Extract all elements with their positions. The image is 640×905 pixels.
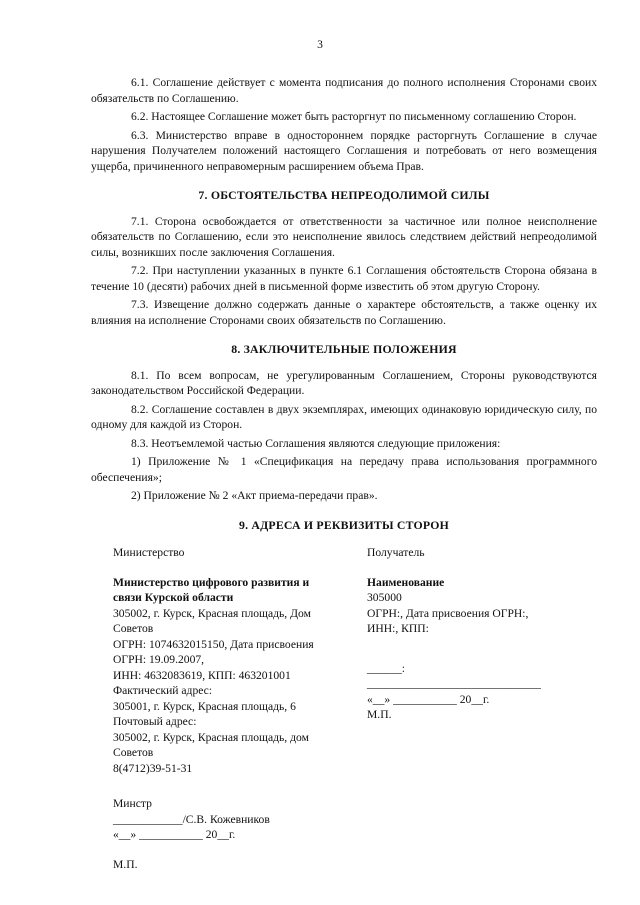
recipient-signer-line: ______:: [367, 661, 406, 675]
clause-6-1: 6.1. Соглашение действует с момента подписания до полного исполнения Сторонами своих обязательств по Соглашению.: [91, 76, 597, 105]
ministry-signature-line: ____________/С.В. Кожевников: [113, 812, 270, 826]
clause-7-1: 7.1. Сторона освобождается от ответственности за частичное или полное неисполнение обязательств по Соглашению, если это неисполнение явилось следствием действий непреодолимой силы, возникших после заключения Соглашения.: [91, 214, 597, 259]
ministry-label: Министерство: [113, 546, 185, 559]
ministry-postal-address: 305002, г. Курск, Красная площадь, дом: [113, 730, 309, 744]
clause-7-3: 7.3. Извещение должно содержать данные о характере обстоятельств, а также оценку их влияния на исполнение Сторонами своих обязательств по Соглашению.: [91, 298, 597, 327]
ministry-actual-address: 305001, г. Курск, Красная площадь, 6: [113, 699, 296, 713]
section-8-heading: 8. ЗАКЛЮЧИТЕЛЬНЫЕ ПОЛОЖЕНИЯ: [231, 342, 457, 356]
ministry-postal-address-label: Почтовый адрес:: [113, 715, 197, 728]
recipient-ogrn: ОГРН:, Дата присвоения ОГРН:,: [367, 606, 529, 620]
clause-8-3: 8.3. Неотъемлемой частью Соглашения являются следующие приложения:: [131, 436, 501, 450]
ministry-column: [113, 545, 343, 872]
ministry-stamp: М.П.: [113, 857, 138, 871]
recipient-postcode: 305000: [367, 591, 402, 604]
appendix-item-2: 2) Приложение № 2 «Акт приема-передачи прав».: [131, 489, 378, 502]
section-7-heading: 7. ОБСТОЯТЕЛЬСТВА НЕПРЕОДОЛИМОЙ СИЛЫ: [198, 188, 490, 202]
ministry-name-line-2: связи Курской области: [113, 591, 234, 604]
ministry-inn-kpp: ИНН: 4632083619, КПП: 463201001: [113, 668, 291, 682]
ministry-address-line: 305002, г. Курск, Красная площадь, Дом: [113, 606, 311, 620]
recipient-inn-kpp: ИНН:, КПП:: [367, 622, 429, 635]
recipient-label: Получатель: [367, 546, 425, 559]
ministry-date-line: «__» ___________ 20__г.: [113, 828, 236, 841]
page-number: 3: [317, 38, 323, 51]
ministry-actual-address-label: Фактический адрес:: [113, 684, 213, 697]
ministry-ogrn-date: ОГРН: 19.09.2007,: [113, 653, 205, 666]
clause-8-1: 8.1. По всем вопросам, не урегулированным Соглашением, Стороны руководствуются законодательством Российской Федерации.: [91, 368, 597, 397]
clause-6-2: 6.2. Настоящее Соглашение может быть расторгнут по письменному соглашению Сторон.: [131, 110, 577, 123]
ministry-address-line: Советов: [113, 622, 154, 635]
clause-8-2: 8.2. Соглашение составлен в двух экземплярах, имеющих одинаковую юридическую силу, по одному для каждой из Сторон.: [91, 402, 597, 431]
ministry-signer-title: Минстр: [113, 797, 152, 810]
document-body: [91, 75, 597, 543]
ministry-postal-address: Советов: [113, 746, 154, 759]
recipient-stamp: М.П.: [367, 708, 392, 721]
recipient-name: Наименование: [367, 575, 445, 589]
recipient-column: [367, 545, 597, 723]
recipient-signature-line: ______________________________: [367, 677, 541, 690]
ministry-phone: 8(4712)39-51-31: [113, 761, 193, 775]
clause-6-3: 6.3. Министерство вправе в одностороннем порядке расторгнуть Соглашение в случае нарушения Получателем положений настоящего Соглашения и потребовать от него возмещения ущерба, причиненного неправомерным расширением объема Прав.: [91, 128, 597, 173]
section-9-heading: 9. АДРЕСА И РЕКВИЗИТЫ СТОРОН: [238, 517, 449, 532]
clause-7-2: 7.2. При наступлении указанных в пункте 6.1 Соглашения обстоятельств Сторона обязана в течение 10 (десяти) рабочих дней в письменной форме известить об этом другую Сторону.: [91, 264, 597, 293]
ministry-name-line-1: Министерство цифрового развития и: [113, 575, 310, 589]
appendix-item-1: 1) Приложение № 1 «Спецификация на передачу права использования программного обеспечения»;: [91, 455, 597, 484]
ministry-ogrn-line: ОГРН: 1074632015150, Дата присвоения: [113, 637, 314, 651]
recipient-date-line: «__» ___________ 20__г.: [367, 692, 490, 706]
